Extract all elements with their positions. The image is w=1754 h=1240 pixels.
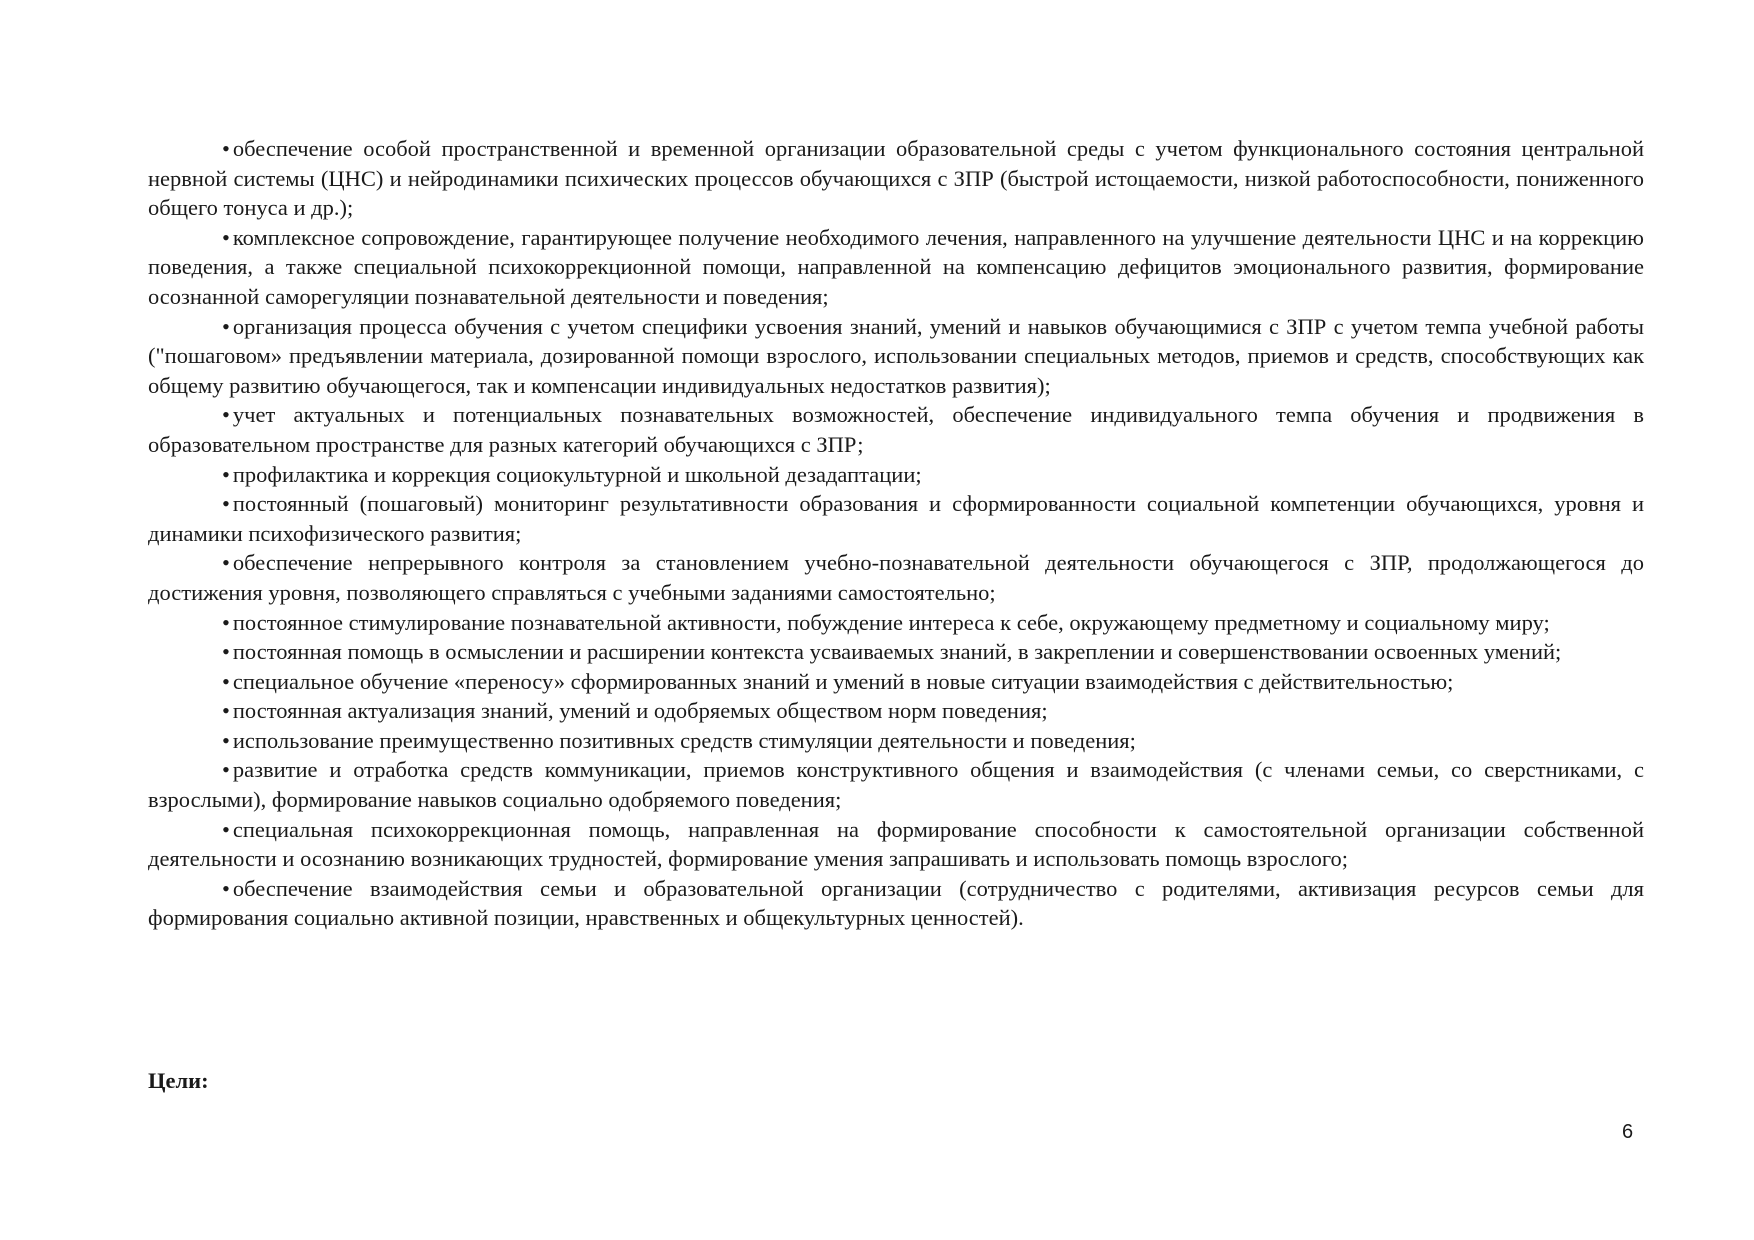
list-item (148, 874, 1644, 933)
bullet-icon: • (222, 757, 230, 783)
list-item-text: развитие и отработка средств коммуникации, приемов конструктивного общения и взаимодействия (с членами семьи, со сверстниками, с взрослыми), формирование навыков социально одобряемого поведения; (148, 757, 1644, 813)
bullet-icon: • (222, 639, 230, 665)
bullet-icon: • (222, 224, 230, 250)
list-item-text: постоянная актуализация знаний, умений и одобряемых обществом норм поведения; (232, 698, 1048, 724)
page-number: 6 (1622, 1121, 1634, 1143)
list-item (148, 548, 1644, 607)
section-heading: Цели: (148, 1068, 209, 1093)
list-item (148, 637, 1644, 667)
list-item-text: постоянное стимулирование познавательной активности, побуждение интереса к себе, окружающему предметному и социальному миру; (232, 609, 1550, 635)
list-item-text: обеспечение особой пространственной и временной организации образовательной среды с учетом функционального состояния центральной нервной системы (ЦНС) и нейродинамики психических процессов обучающихся с ЗПР (быстрой истощаемости, низкой работоспособности, пониженного общего тонуса и др.); (148, 136, 1644, 221)
bullet-icon: • (222, 313, 230, 339)
list-item (148, 815, 1644, 874)
bullet-icon: • (222, 550, 230, 576)
list-item-text: комплексное сопровождение, гарантирующее получение необходимого лечения, направленного на улучшение деятельности ЦНС и на коррекцию поведения, а также специальной психокоррекционной помощи, направленной на компенсацию дефицитов эмоционального развития, формирование осознанной саморегуляции познавательной деятельности и поведения; (148, 224, 1644, 309)
bullet-icon: • (222, 491, 230, 517)
list-item-text: постоянная помощь в осмыслении и расширении контекста усваиваемых знаний, в закреплении и совершенствовании освоенных умений; (232, 639, 1562, 665)
list-item (148, 134, 1644, 223)
list-item-text: специальная психокоррекционная помощь, направленная на формирование способности к самостоятельной организации собственной деятельности и осознанию возникающих трудностей, формирование умения запрашивать и использовать помощь взрослого; (148, 816, 1644, 872)
list-item (148, 460, 1644, 490)
bullet-icon: • (222, 816, 230, 842)
bullet-icon: • (222, 668, 230, 694)
bullet-icon: • (222, 136, 230, 161)
list-item (148, 755, 1644, 814)
list-item-text: использование преимущественно позитивных средств стимуляции деятельности и поведения; (232, 727, 1136, 753)
list-item (148, 223, 1644, 312)
bullet-icon: • (222, 402, 230, 428)
bullet-icon: • (222, 875, 230, 901)
list-item (148, 400, 1644, 459)
list-item (148, 489, 1644, 548)
bullet-icon: • (222, 698, 230, 724)
list-item-text: обеспечение непрерывного контроля за становлением учебно-познавательной деятельности обучающегося с ЗПР, продолжающегося до достижения уровня, позволяющего справляться с учебными заданиями самостоятельно; (148, 550, 1644, 605)
bullet-icon: • (222, 609, 230, 635)
list-item-text: организация процесса обучения с учетом специфики усвоения знаний, умений и навыков обучающимися с ЗПР с учетом темпа учебной работы ("пошаговом» предъявлении материала, дозированной помощи взрослого, использовании специальных методов, приемов и средств, способствующих как общему развитию обучающегося, так и компенсации индивидуальных недостатков развития); (148, 313, 1644, 398)
list-item (148, 312, 1644, 401)
list-item (148, 696, 1644, 726)
list-item-text: постоянный (пошаговый) мониторинг результативности образования и сформированности социальной компетенции обучающихся, уровня и динамики психофизического развития; (148, 491, 1644, 546)
bullet-icon: • (222, 461, 230, 487)
document-body (148, 134, 1644, 933)
list-item (148, 726, 1644, 756)
list-item (148, 608, 1644, 638)
list-item-text: обеспечение взаимодействия семьи и образовательной организации (сотрудничество с родителями, активизация ресурсов семьи для формирования социально активной позиции, нравственных и общекультурных ценностей). (148, 875, 1644, 931)
list-item-text: профилактика и коррекция социокультурной и школьной дезадаптации; (232, 461, 922, 487)
list-item-text: специальное обучение «переносу» сформированных знаний и умений в новые ситуации взаимодействия с действительностью; (232, 668, 1454, 694)
bullet-icon: • (222, 727, 230, 753)
list-item-text: учет актуальных и потенциальных познавательных возможностей, обеспечение индивидуального темпа обучения и продвижения в образовательном пространстве для разных категорий обучающихся с ЗПР; (148, 402, 1644, 457)
list-item (148, 667, 1644, 697)
